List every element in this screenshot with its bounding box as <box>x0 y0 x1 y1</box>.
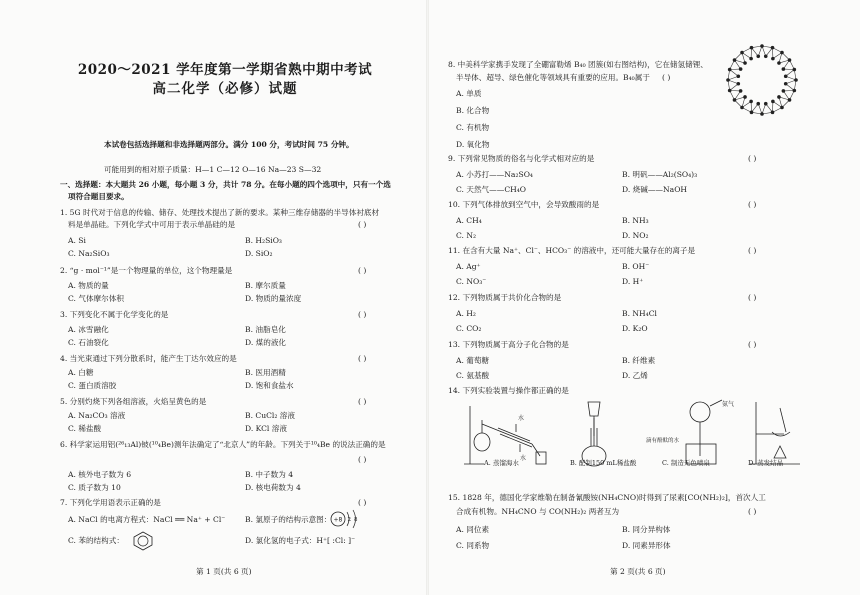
boron-atom <box>782 89 786 93</box>
question-11-option-b: B. OH⁻ <box>622 262 650 271</box>
boron-atom <box>784 74 788 78</box>
boron-atom <box>764 54 768 58</box>
question-8-option-b: B. 化合物 <box>456 106 490 115</box>
question-6-stem: 6. 科学家运用铝(²⁶₁₃Al)铍(¹⁰₄Be)测年法确定了“北京人”的年龄。下列关于¹⁰₄Be 的说法正确的是 <box>60 440 386 449</box>
question-10-stem: 10. 下列气体排放到空气中，会导致酸雨的是 <box>448 200 600 209</box>
label-ammonia: 氨气 <box>722 401 735 408</box>
question-11-option-a: A. Ag⁺ <box>456 262 481 271</box>
question-4-stem: 4. 当光束通过下列分散系时，能产生丁达尔效应的是 <box>60 354 237 363</box>
question-7-option-b: B. 氯原子的结构示意图： <box>245 515 332 524</box>
svg-text:8: 8 <box>354 517 358 523</box>
question-2-stem: 2. “g · mol⁻¹”是一个物理量的单位，这个物理量是 <box>60 266 233 275</box>
question-3-stem: 3. 下列变化不属于化学变化的是 <box>60 310 169 319</box>
b40-cluster-diagram <box>722 40 802 120</box>
question-1-stem-cont: 料是单晶硅。下列化学式中可用于表示单晶硅的是 <box>68 220 236 229</box>
question-11-option-d: D. H⁺ <box>622 277 644 286</box>
boron-atom <box>743 95 747 99</box>
question-7-option-d: D. 氯化氢的电子式：H⁺[ :Cl: ]⁻ <box>245 536 356 545</box>
boron-atom <box>733 58 737 62</box>
question-15-option-d: D. 同素异形体 <box>622 541 671 550</box>
question-13-option-a: A. 葡萄糖 <box>456 356 490 365</box>
question-6-option-c: C. 质子数为 10 <box>68 483 121 492</box>
question-9-option-a: A. 小苏打——Na₂SO₄ <box>456 170 533 179</box>
answer-paren[interactable]: ( ) <box>358 310 367 319</box>
question-4-option-b: B. 医用酒精 <box>245 368 286 377</box>
boron-atom <box>793 89 797 93</box>
question-5-option-d: D. KCl 溶液 <box>245 424 287 433</box>
answer-paren[interactable]: ( ) <box>748 246 757 255</box>
boron-atom <box>728 68 732 72</box>
boron-atom <box>764 102 768 106</box>
question-2-option-d: D. 物质的量浓度 <box>245 294 302 303</box>
answer-paren[interactable]: ( ) <box>748 154 757 163</box>
exam-subtitle: 高二化学（必修）试题 <box>152 81 298 97</box>
page-footer: 第 2 页(共 6 页) <box>610 567 666 576</box>
question-15-option-b: B. 同分异构体 <box>622 525 671 534</box>
exam-title: 2020～2021 学年度第一学期省熟中期中考试 <box>77 62 373 78</box>
question-8-stem-cont: 半导体、超导、绿色催化等领域具有重要的应用。B₄₀属于 <box>456 73 650 82</box>
boron-atom <box>750 46 754 50</box>
question-12-option-c: C. CO₂ <box>456 324 482 333</box>
boron-atom <box>726 78 730 82</box>
question-7-option-a: A. NaCl 的电离方程式：NaCl ══ Na⁺ + Cl⁻ <box>68 515 226 524</box>
boron-atom <box>788 98 792 102</box>
question-15-stem-cont: 合成有机物。NH₄CNO 与 CO(NH₂)₂ 两者互为 <box>456 507 620 516</box>
boron-atom <box>777 95 781 99</box>
question-4-option-c: C. 蛋白质溶胶 <box>68 381 117 390</box>
question-12-stem: 12. 下列物质属于共价化合物的是 <box>448 293 562 302</box>
label-water-a: 水 <box>518 415 525 422</box>
boron-atom <box>749 57 753 61</box>
question-8-option-d: D. 氧化物 <box>456 140 490 149</box>
answer-paren[interactable]: ( ) <box>748 507 757 516</box>
section-heading-cont: 项符合题目要求。 <box>68 192 129 201</box>
caption-d: D. 蒸发结晶 <box>748 459 784 467</box>
caption-c: C. 制造无色喷泉 <box>662 459 710 467</box>
question-3-option-c: C. 石油裂化 <box>68 338 109 347</box>
question-15-stem: 15. 1828 年，德国化学家维勒在制备氰酸铵(NH₄CNO)时得到了尿素[CO(NH₂)₂]，首次人工 <box>448 493 766 502</box>
evaporation-apparatus <box>750 402 800 464</box>
boron-atom <box>740 106 744 110</box>
boron-atom <box>750 111 754 115</box>
question-3-option-a: A. 冰雪融化 <box>68 325 109 334</box>
boron-atom <box>777 61 781 65</box>
question-1-option-a: A. Si <box>68 236 86 245</box>
boron-atom <box>794 78 798 82</box>
boron-atom <box>740 51 744 55</box>
answer-paren[interactable]: ( ) <box>748 293 757 302</box>
boron-atom <box>784 82 788 86</box>
boron-atom <box>771 100 775 104</box>
question-10-option-b: B. NH₃ <box>622 216 649 225</box>
boron-atom <box>739 67 743 71</box>
boron-atom <box>743 61 747 65</box>
page-fold <box>426 0 429 595</box>
boron-atom <box>771 46 775 50</box>
question-4-option-a: A. 白糖 <box>68 368 94 377</box>
boron-atom <box>788 58 792 62</box>
chlorine-atom-diagram <box>328 506 368 532</box>
question-6-option-a: A. 核外电子数为 6 <box>68 470 132 479</box>
question-4-option-d: D. 饱和食盐水 <box>245 381 294 390</box>
question-7-stem: 7. 下列化学用语表示正确的是 <box>60 498 161 507</box>
boron-atom <box>793 68 797 72</box>
boron-atom <box>780 51 784 55</box>
question-12-option-d: D. K₂O <box>622 324 648 333</box>
question-13-option-d: D. 乙烯 <box>622 371 648 380</box>
question-5-option-b: B. CuCl₂ 溶液 <box>245 411 295 420</box>
boron-atom <box>771 111 775 115</box>
question-8-option-a: A. 单质 <box>456 89 482 98</box>
question-9-option-b: B. 明矾——Al₂(SO₄)₃ <box>622 170 698 179</box>
page-2 <box>430 0 860 595</box>
answer-paren[interactable]: ( ) <box>358 354 367 363</box>
volumetric-flask-apparatus <box>582 402 606 466</box>
question-3-option-d: D. 煤的液化 <box>245 338 287 347</box>
answer-paren[interactable]: ( ) <box>662 73 671 82</box>
question-5-stem: 5. 分别灼烧下列各组溶液，火焰呈黄色的是 <box>60 397 207 406</box>
boron-atom <box>736 74 740 78</box>
atomic-masses: 可能用到的相对原子质量：H—1 C—12 O—16 Na—23 S—32 <box>104 165 322 174</box>
caption-b: B. 配制150 mL稀盐酸 <box>570 459 637 467</box>
question-6-option-d: D. 核电荷数为 4 <box>245 483 301 492</box>
question-8-stem: 8. 中美科学家携手发现了全硼富勒烯 B₄₀ 团簇(如右图结构)，它在储氢储锂、 <box>448 60 708 69</box>
boron-atom <box>749 100 753 104</box>
boron-atom <box>739 89 743 93</box>
answer-paren[interactable]: ( ) <box>748 200 757 209</box>
question-2-option-a: A. 物质的量 <box>68 281 109 290</box>
answer-paren[interactable]: ( ) <box>358 498 367 507</box>
svg-text:+8: +8 <box>333 516 343 524</box>
question-11-stem: 11. 在含有大量 Na⁺、Cl⁻、HCO₃⁻ 的溶液中，还可能大量存在的离子是 <box>448 246 696 255</box>
boron-atom <box>756 102 760 106</box>
svg-text:2: 2 <box>347 517 351 523</box>
question-10-option-c: C. N₂ <box>456 231 477 240</box>
benzene-ring-icon <box>132 531 154 551</box>
answer-paren[interactable]: ( ) <box>358 455 367 464</box>
boron-atom <box>728 89 732 93</box>
question-11-option-c: C. NO₃⁻ <box>456 277 487 286</box>
question-6-option-b: B. 中子数为 4 <box>245 470 294 479</box>
answer-paren[interactable]: ( ) <box>358 266 367 275</box>
answer-paren[interactable]: ( ) <box>748 340 757 349</box>
boron-atom <box>780 106 784 110</box>
page-footer: 第 1 页(共 6 页) <box>196 567 252 576</box>
question-2-option-b: B. 摩尔质量 <box>245 281 286 290</box>
question-12-option-b: B. NH₄Cl <box>622 309 657 318</box>
question-14-stem: 14. 下列实验装置与操作都正确的是 <box>448 386 569 395</box>
question-12-option-a: A. H₂ <box>456 309 476 318</box>
question-13-stem: 13. 下列物质属于高分子化合物的是 <box>448 340 569 349</box>
boron-atom <box>760 44 764 48</box>
answer-paren[interactable]: ( ) <box>358 397 367 406</box>
boron-atom <box>736 82 740 86</box>
page-1 <box>0 0 425 595</box>
fountain-apparatus <box>686 400 722 464</box>
question-1-option-c: C. Na₂SiO₃ <box>68 249 110 258</box>
section-heading: 一、选择题：本大题共 26 小题，每小题 3 分，共计 78 分。在每小题的四个选项中，只有一个选 <box>60 180 391 189</box>
question-1-option-d: D. SiO₂ <box>245 249 273 258</box>
question-9-stem: 9. 下列常见物质的俗名与化学式相对应的是 <box>448 154 595 163</box>
question-15-option-a: A. 同位素 <box>456 525 490 534</box>
boron-atom <box>782 67 786 71</box>
question-13-option-c: C. 氨基酸 <box>456 371 490 380</box>
boron-atom <box>733 98 737 102</box>
question-2-option-c: C. 气体摩尔体积 <box>68 294 124 303</box>
boron-atom <box>771 57 775 61</box>
question-9-option-d: D. 烧碱——NaOH <box>622 185 688 194</box>
question-8-option-c: C. 有机物 <box>456 123 490 132</box>
question-5-option-c: C. 稀盐酸 <box>68 424 102 433</box>
label-water-b: 水 <box>520 455 527 462</box>
boron-atom <box>760 112 764 116</box>
caption-a: A. 蒸馏海水 <box>484 459 519 467</box>
label-phenolphthalein-water: 滴有酚酞的水 <box>646 438 680 444</box>
question-15-option-c: C. 同系物 <box>456 541 490 550</box>
exam-intro: 本试卷包括选择题和非选择题两部分。满分 100 分，考试时间 75 分钟。 <box>104 140 354 149</box>
question-3-option-b: B. 油脂皂化 <box>245 325 286 334</box>
question-1-stem: 1. 5G 时代对于信息的传输、储存、处理技术提出了新的要求。某种三维存储器的半导体衬底材 <box>60 208 380 217</box>
answer-paren[interactable]: ( ) <box>358 220 367 229</box>
question-13-option-b: B. 纤维素 <box>622 356 656 365</box>
boron-atom <box>756 54 760 58</box>
question-7-option-c: C. 苯的结构式： <box>68 536 124 545</box>
question-9-option-c: C. 天然气——CH₄O <box>456 185 527 194</box>
distillation-apparatus <box>464 406 546 464</box>
question-10-option-a: A. CH₄ <box>456 216 482 225</box>
question-10-option-d: D. NO₂ <box>622 231 649 240</box>
question-5-option-a: A. Na₂CO₃ 溶液 <box>68 411 126 420</box>
question-1-option-b: B. H₂SiO₃ <box>245 236 282 245</box>
